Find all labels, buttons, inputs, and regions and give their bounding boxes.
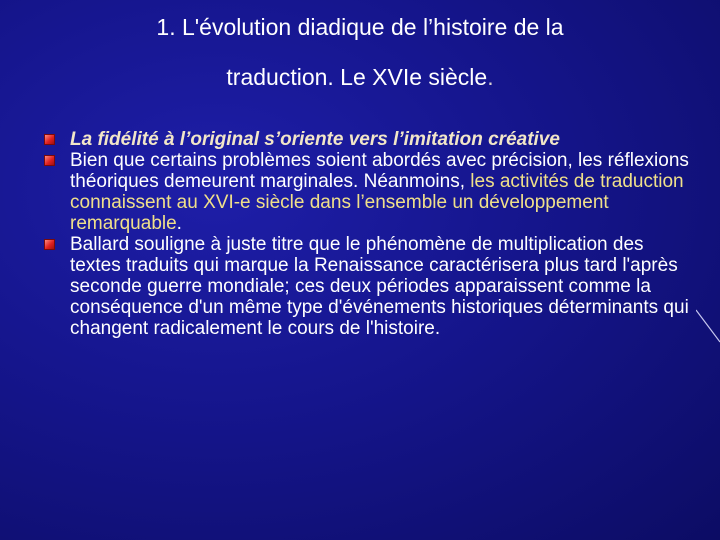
bullet-text: Ballard souligne à juste titre que le phénomène de multiplication des textes traduits qui marque la Renaissance caractérisera plus tard l'après seconde guerre mondiale; ces deux périodes apparaissent comme la conséquence d'un même type d'événements historiques déterminants qui changent radicalement le cours de l'histoire. [70,234,689,339]
bullet-text: Bien que certains problèmes soient abordés avec précision, les réflexions théoriques demeurent marginales. Néanmoins, [70,150,689,192]
bullet-item [44,234,694,339]
decorative-diagonal-line [696,300,720,350]
slide-title [40,2,680,102]
square-bullet-icon [44,155,55,166]
title-line-1: 1. L'évolution diadique de l’histoire de la [156,14,564,40]
bullet-item [44,129,694,150]
bullet-list [44,129,694,339]
title-line-2-text: traduction. Le XVIe siècle [226,64,488,90]
title-period: . [487,64,494,90]
title-line-2 [40,52,680,102]
bullet-text-end: . [176,213,182,234]
bullet-text: La fidélité à l’original s’oriente vers l’imitation créative [70,129,560,150]
bullet-item [44,150,694,234]
square-bullet-icon [44,134,55,145]
square-bullet-icon [44,239,55,250]
highlighted-text: les activités de traduction connaissent au XVI-e siècle dans l’ensemble un développement remarquable [70,171,684,234]
